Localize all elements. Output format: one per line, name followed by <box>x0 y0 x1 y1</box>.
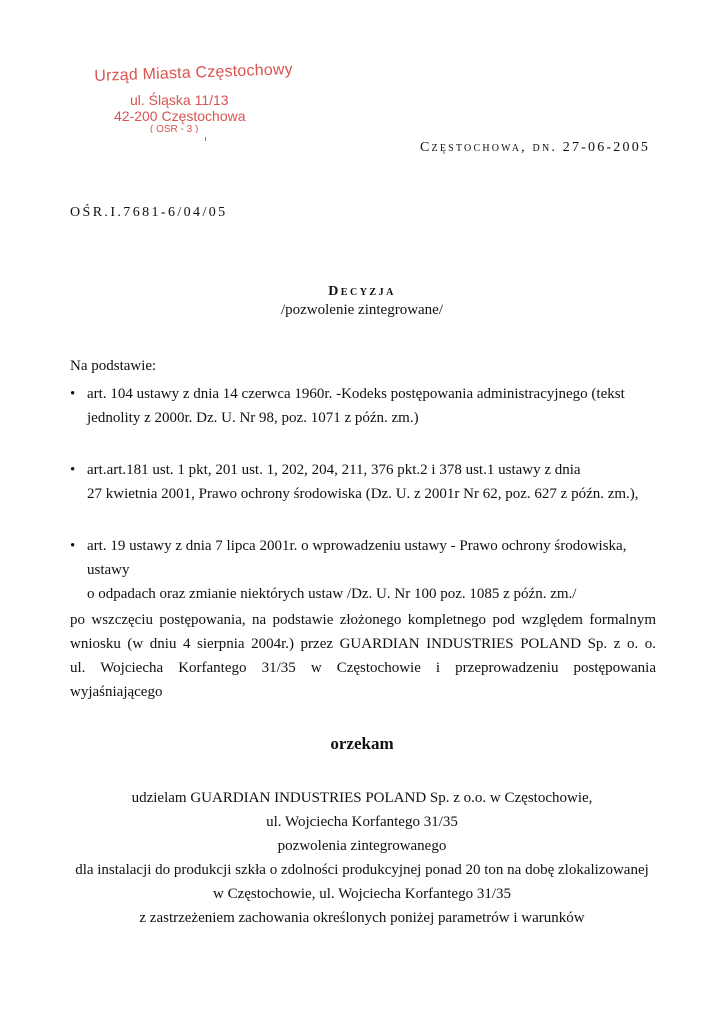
document-subtitle: /pozwolenie zintegrowane/ <box>280 302 444 318</box>
office-stamp <box>80 61 294 144</box>
grant-line: ul. Wojciecha Korfantego 31/35 <box>266 814 458 830</box>
legal-basis-intro: Na podstawie: <box>70 358 157 374</box>
paragraph-line: ul. Wojciecha Korfantego 31/35 w Częstochowie i przeprowadzeniu postępowania wyjaśniającego <box>70 660 656 700</box>
reference-number: OŚR.I.7681-6/04/05 <box>70 205 228 220</box>
stamp-postal-city: 42-200 Częstochowa <box>114 108 246 124</box>
bullet-icon: • <box>70 462 76 478</box>
list-item-line: art.art.181 ust. 1 pkt, 201 ust. 1, 202, 204, 211, 376 pkt.2 i 378 ust.1 ustawy z dnia <box>87 462 581 478</box>
procedure-paragraph <box>70 608 656 704</box>
list-item-line: art. 104 ustawy z dnia 14 czerwca 1960r. -Kodeks postępowania administracyjnego (tekst <box>87 386 625 402</box>
place-and-date: Częstochowa, dn. 27-06-2005 <box>420 140 651 155</box>
grant-line: pozwolenia zintegrowanego <box>277 838 447 854</box>
grant-line: z zastrzeżeniem zachowania określonych poniżej parametrów i warunków <box>139 910 585 926</box>
verdict-heading: orzekam <box>330 734 394 753</box>
stamp-department: ( OŚR - 3 ) <box>150 124 199 133</box>
list-item-line: jednolity z 2000r. Dz. U. Nr 98, poz. 1071 z późn. zm.) <box>87 410 419 426</box>
bullet-icon: • <box>70 538 76 554</box>
list-item <box>70 458 660 506</box>
list-item <box>70 534 660 602</box>
grant-line: w Częstochowie, ul. Wojciecha Korfantego 31/35 <box>212 886 511 902</box>
bullet-icon: • <box>70 386 76 402</box>
list-item <box>70 382 660 430</box>
stamp-street: ul. Śląska 11/13 <box>130 92 229 108</box>
paragraph-line: wniosku (w dniu 4 sierpnia 2004r.) przez GUARDIAN INDUSTRIES POLAND Sp. z o. o. <box>70 636 656 652</box>
grant-section <box>0 786 724 930</box>
list-item-line: 27 kwietnia 2001, Prawo ochrony środowiska (Dz. U. z 2001r Nr 62, poz. 627 z późn. zm.), <box>87 486 639 502</box>
list-item-line: o odpadach oraz zmianie niektórych ustaw /Dz. U. Nr 100 poz. 1085 z późn. zm./ <box>87 586 577 602</box>
stamp-mark <box>205 137 206 141</box>
document-title: Decyzja <box>328 284 396 299</box>
list-item-line: art. 19 ustawy z dnia 7 lipca 2001r. o wprowadzeniu ustawy - Prawo ochrony środowiska, ustawy <box>87 538 627 578</box>
paragraph-line: po wszczęciu postępowania, na podstawie złożonego kompletnego pod względem formalnym <box>70 612 656 628</box>
stamp-office-name: Urząd Miasta Częstochowy <box>94 61 294 85</box>
grant-line: dla instalacji do produkcji szkła o zdolności produkcyjnej ponad 20 ton na dobę zlokalizowanej <box>75 862 649 878</box>
grant-line: udzielam GUARDIAN INDUSTRIES POLAND Sp. z o.o. w Częstochowie, <box>131 790 593 806</box>
